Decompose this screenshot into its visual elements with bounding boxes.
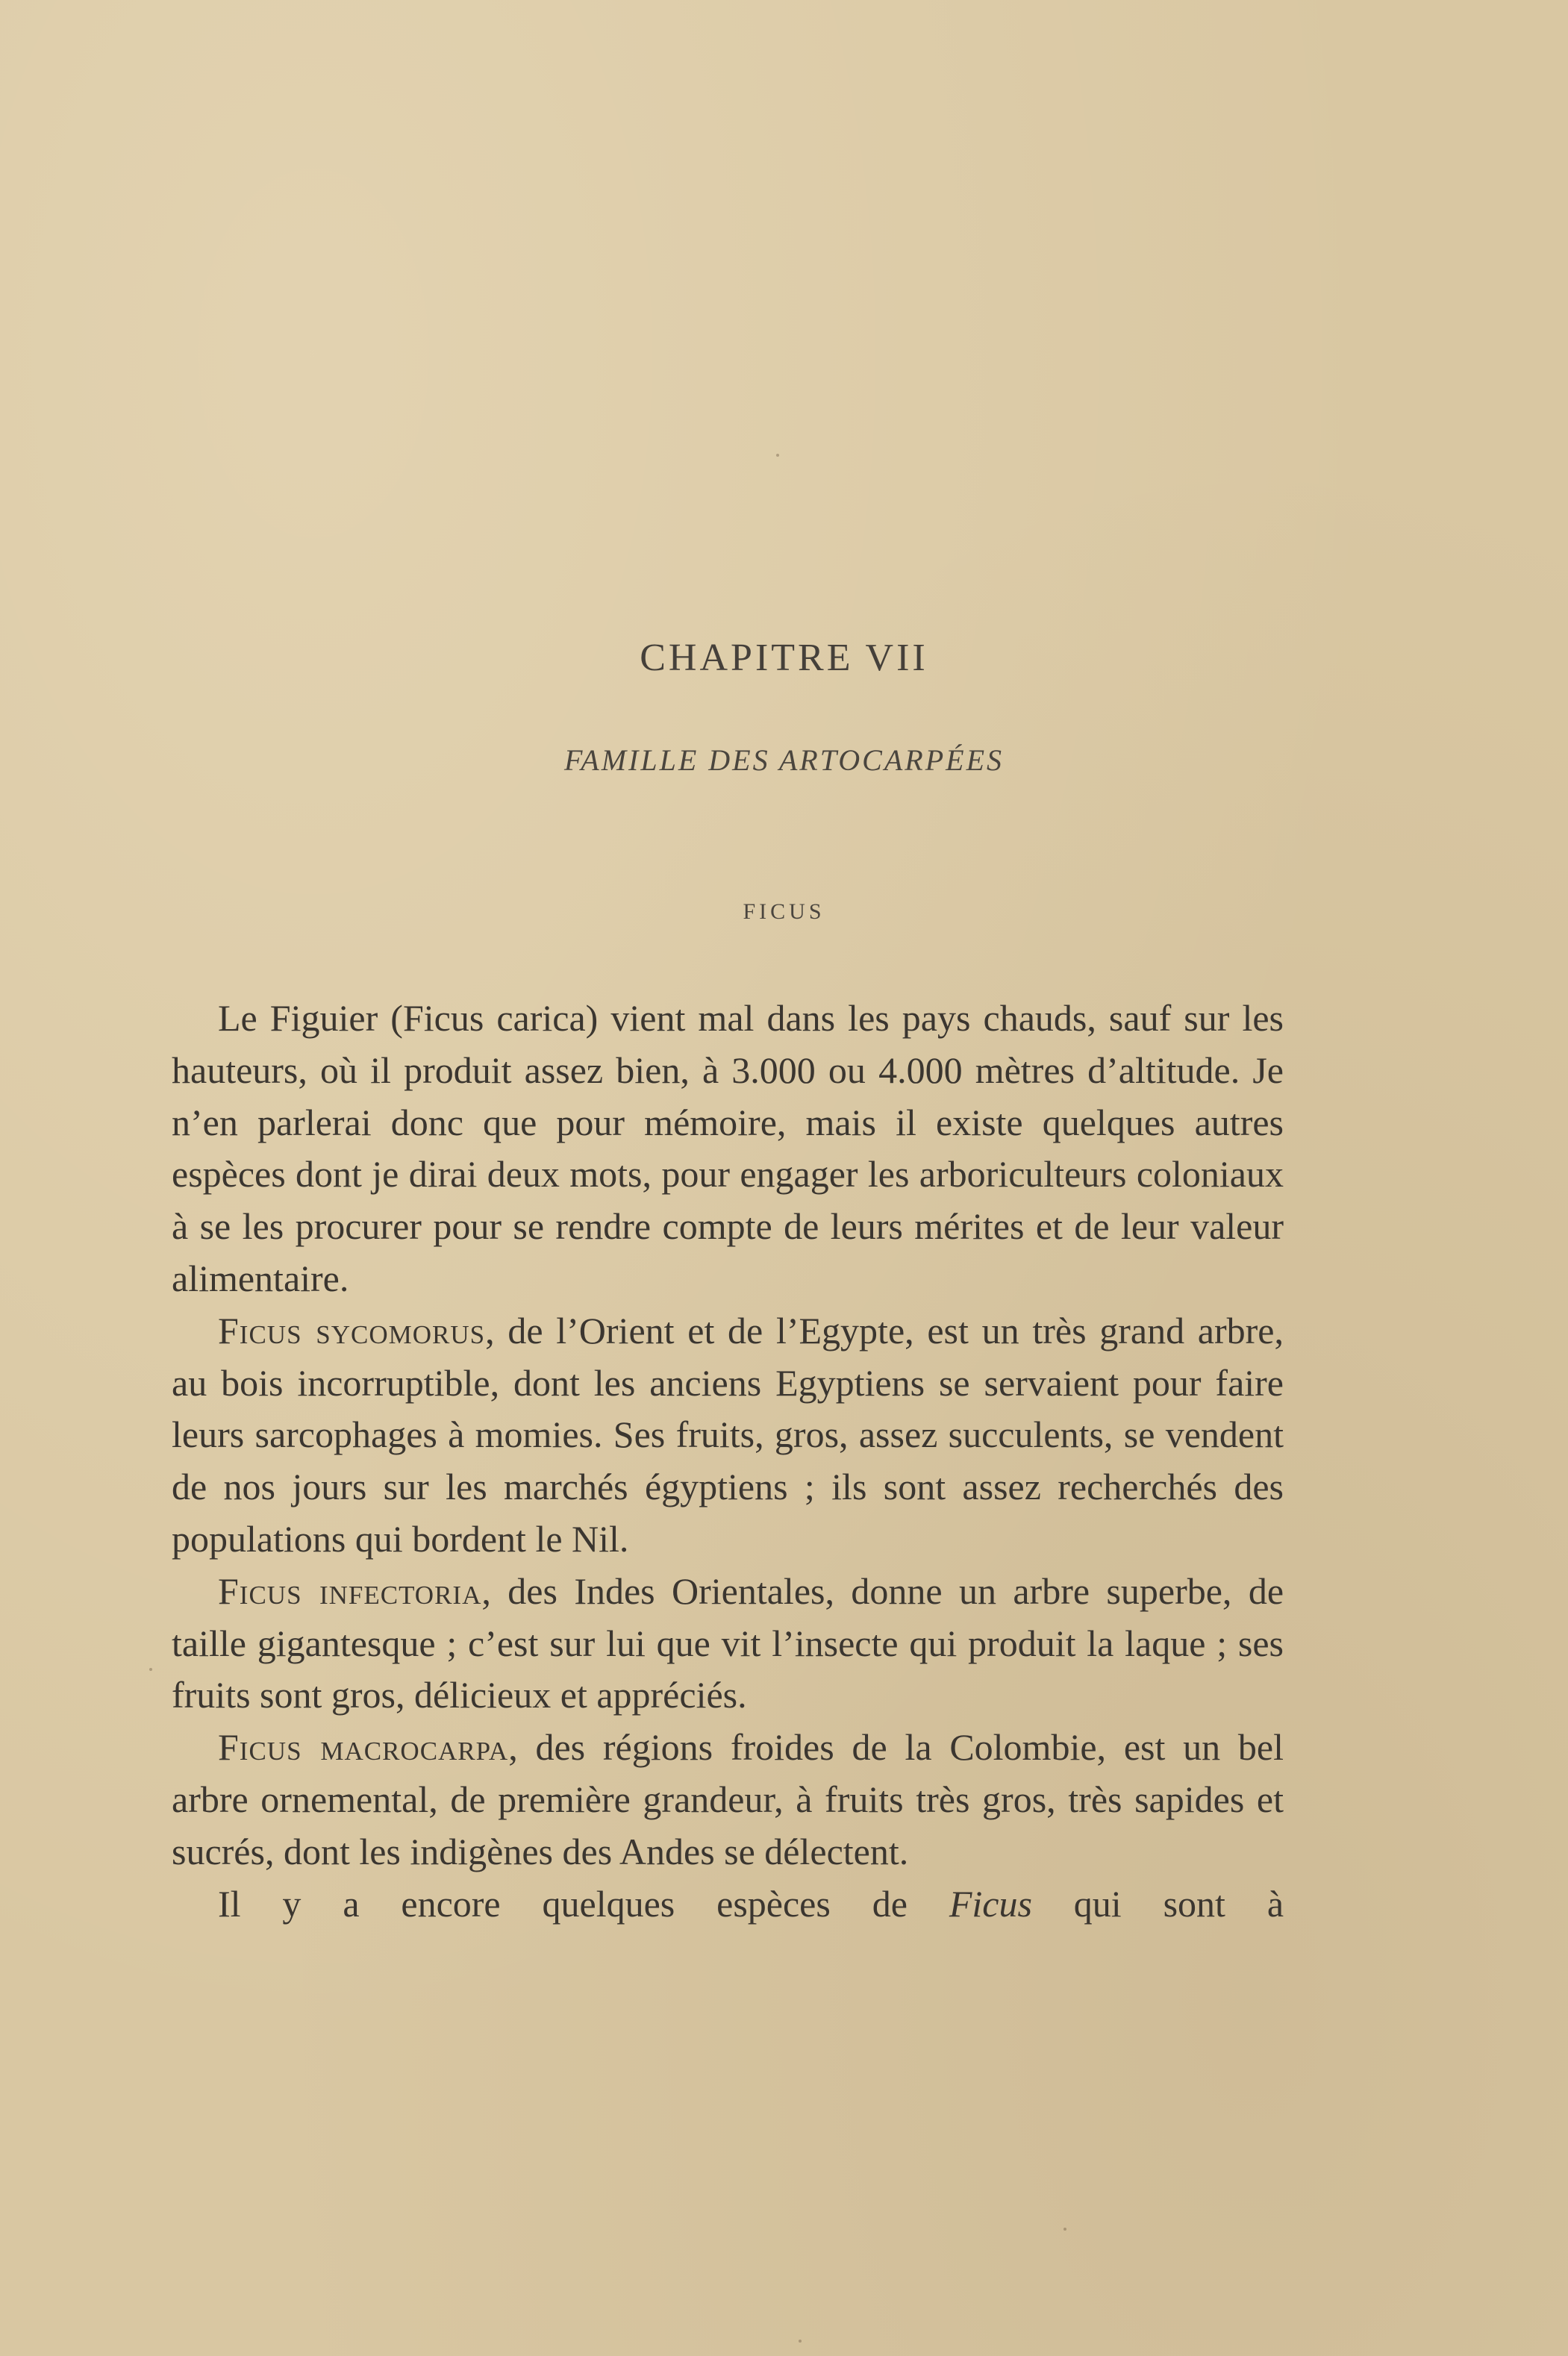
- paper-speck: [149, 1668, 152, 1671]
- paper-speck: [1063, 2228, 1066, 2231]
- body-text: [172, 993, 1284, 1930]
- paragraph-infectoria: [172, 1566, 1284, 1722]
- paper-speck: [799, 2340, 802, 2343]
- paragraph-encore: [172, 1878, 1284, 1931]
- species-name: Ficus macrocarpa: [218, 1726, 509, 1769]
- paragraph-text: qui sont à: [1031, 1882, 1284, 1925]
- paragraph-macrocarpa: [172, 1722, 1284, 1878]
- paragraph-text: , des régions froides de la Colombie, est un bel arbre ornemental, de première grandeur, à fruits très gros, très sapides et sucrés, dont les indigènes des Andes se délectent.: [172, 1726, 1284, 1872]
- species-name: Ficus sycomorus: [218, 1309, 486, 1352]
- paragraph-sycomorus: [172, 1305, 1284, 1566]
- chapter-subtitle: FAMILLE DES ARTOCARPÉES: [564, 743, 1004, 777]
- paper-speck: [776, 454, 779, 457]
- paragraph-figuier: [172, 993, 1284, 1305]
- chapter-title: CHAPITRE VII: [640, 637, 928, 679]
- paragraph-text: Le Figuier (Ficus carica) vient mal dans les pays chauds, sauf sur les hauteurs, où il produit assez bien, à 3.000 ou 4.000 mètres d’altitude. Je n’en parlerai donc que pour mémoire, mais il existe quelques autres espèces dont je dirai deux mots, pour engager les arboriculteurs coloniaux à se les procurer pour se rendre compte de leurs mérites et de leur valeur alimentaire.: [172, 997, 1284, 1299]
- paragraph-text: , des Indes Orientales, donne un arbre superbe, de taille gigantesque ; c’est sur lui que vit l’insecte qui produit la laque ; ses fruits sont gros, délicieux et appréciés.: [172, 1569, 1284, 1716]
- genus-name-italic: Ficus: [949, 1882, 1032, 1925]
- paragraph-text: Il y a encore quelques espèces de: [218, 1882, 949, 1925]
- section-heading: FICUS: [743, 899, 825, 924]
- species-name: Ficus infectoria: [218, 1569, 482, 1612]
- paragraph-text: , de l’Orient et de l’Egypte, est un très grand arbre, au bois incorruptible, dont les anciens Egyptiens se servaient pour faire leurs sarcophages à momies. Ses fruits, gros, assez succulents, se vendent de nos jours sur les marchés égyptiens ; ils sont assez recherchés des populations qui bordent le Nil.: [172, 1309, 1284, 1560]
